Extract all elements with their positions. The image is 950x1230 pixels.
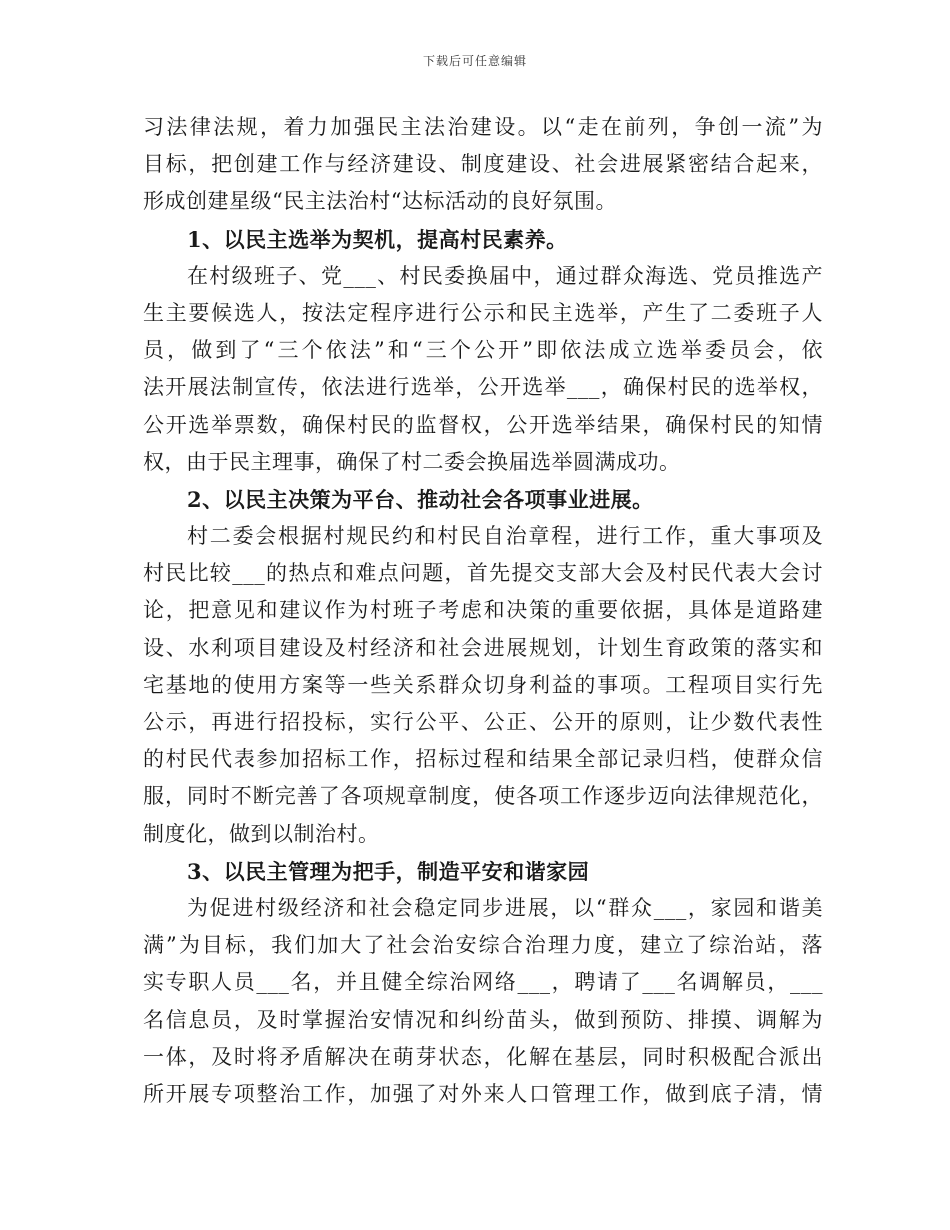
paragraph-line: 在村级班子、党___、村民委换届中，通过群众海选、党员推选产 [187,263,823,288]
page-header: 下载后可任意编辑 [422,54,527,68]
paragraph-line: 设、水利项目建设及村经济和社会进展规划，计划生育政策的落实和 [143,635,823,660]
paragraph-line: 生主要候选人，按法定程序进行公示和民主选举，产生了二委班子人 [143,300,823,325]
paragraph-line: 员，做到了“三个依法”和“三个公开”即依法成立选举委员会，依 [143,338,823,363]
paragraph-line: 权，由于民主理事，确保了村二委会换届选举圆满成功。 [143,449,681,474]
paragraph-line: 的村民代表参加招标工作，招标过程和结果全部记录归档，使群众信 [143,747,823,772]
paragraph-line: 一体，及时将矛盾解决在萌芽状态，化解在基层，同时积极配合派出 [143,1044,823,1069]
paragraph-line: 为促进村级经济和社会稳定同步进展，以“群众___，家园和谐美 [187,895,823,920]
paragraph-line: 村民比较___的热点和难点问题，首先提交支部大会及村民代表大会讨 [143,561,823,586]
paragraph-line: 论，把意见和建议作为村班子考虑和决策的重要依据，具体是道路建 [143,598,823,623]
paragraph-line: 所开展专项整治工作，加强了对外来人口管理工作，做到底子清，情 [143,1081,823,1106]
paragraph-line: 宅基地的使用方案等一些关系群众切身利益的事项。工程项目实行先 [143,672,823,697]
paragraph-line: 习法律法规，着力加强民主法治建设。以“走在前列，争创一流”为 [143,115,823,139]
paragraph-line: 村二委会根据村规民约和村民自治章程，进行工作，重大事项及 [187,524,823,549]
paragraph-line: 服，同时不断完善了各项规章制度，使各项工作逐步迈向法律规范化， [143,784,823,809]
paragraph-line: 公示，再进行招投标，实行公平、公正、公开的原则，让少数代表性 [143,710,823,734]
document-body [143,109,823,1113]
section-heading: 2、以民主决策为平台、推动社会各项事业进展。 [187,486,654,512]
paragraph-line: 满”为目标，我们加大了社会治安综合治理力度，建立了综治站，落 [143,933,823,958]
paragraph-line: 名信息员，及时掌握治安情况和纠纷苗头，做到预防、排摸、调解为 [143,1007,823,1032]
section-heading: 1、以民主选举为契机，提高村民素养。 [187,226,568,252]
paragraph-line: 形成创建星级“民主法治村“达标活动的良好氛围。 [143,189,617,214]
paragraph-line: 目标，把创建工作与经济建设、制度建设、社会进展紧密结合起来， [143,152,823,177]
paragraph-line: 法开展法制宣传，依法进行选举，公开选举___，确保村民的选举权， [143,375,823,400]
paragraph-line: 公开选举票数，确保村民的监督权，公开选举结果，确保村民的知情 [143,412,823,437]
paragraph-line: 实专职人员___名，并且健全综治网络___，聘请了___名调解员，___ [143,970,823,995]
section-heading: 3、以民主管理为把手，制造平安和谐家园 [187,858,590,884]
paragraph-line: 制度化，做到以制治村。 [143,821,380,846]
